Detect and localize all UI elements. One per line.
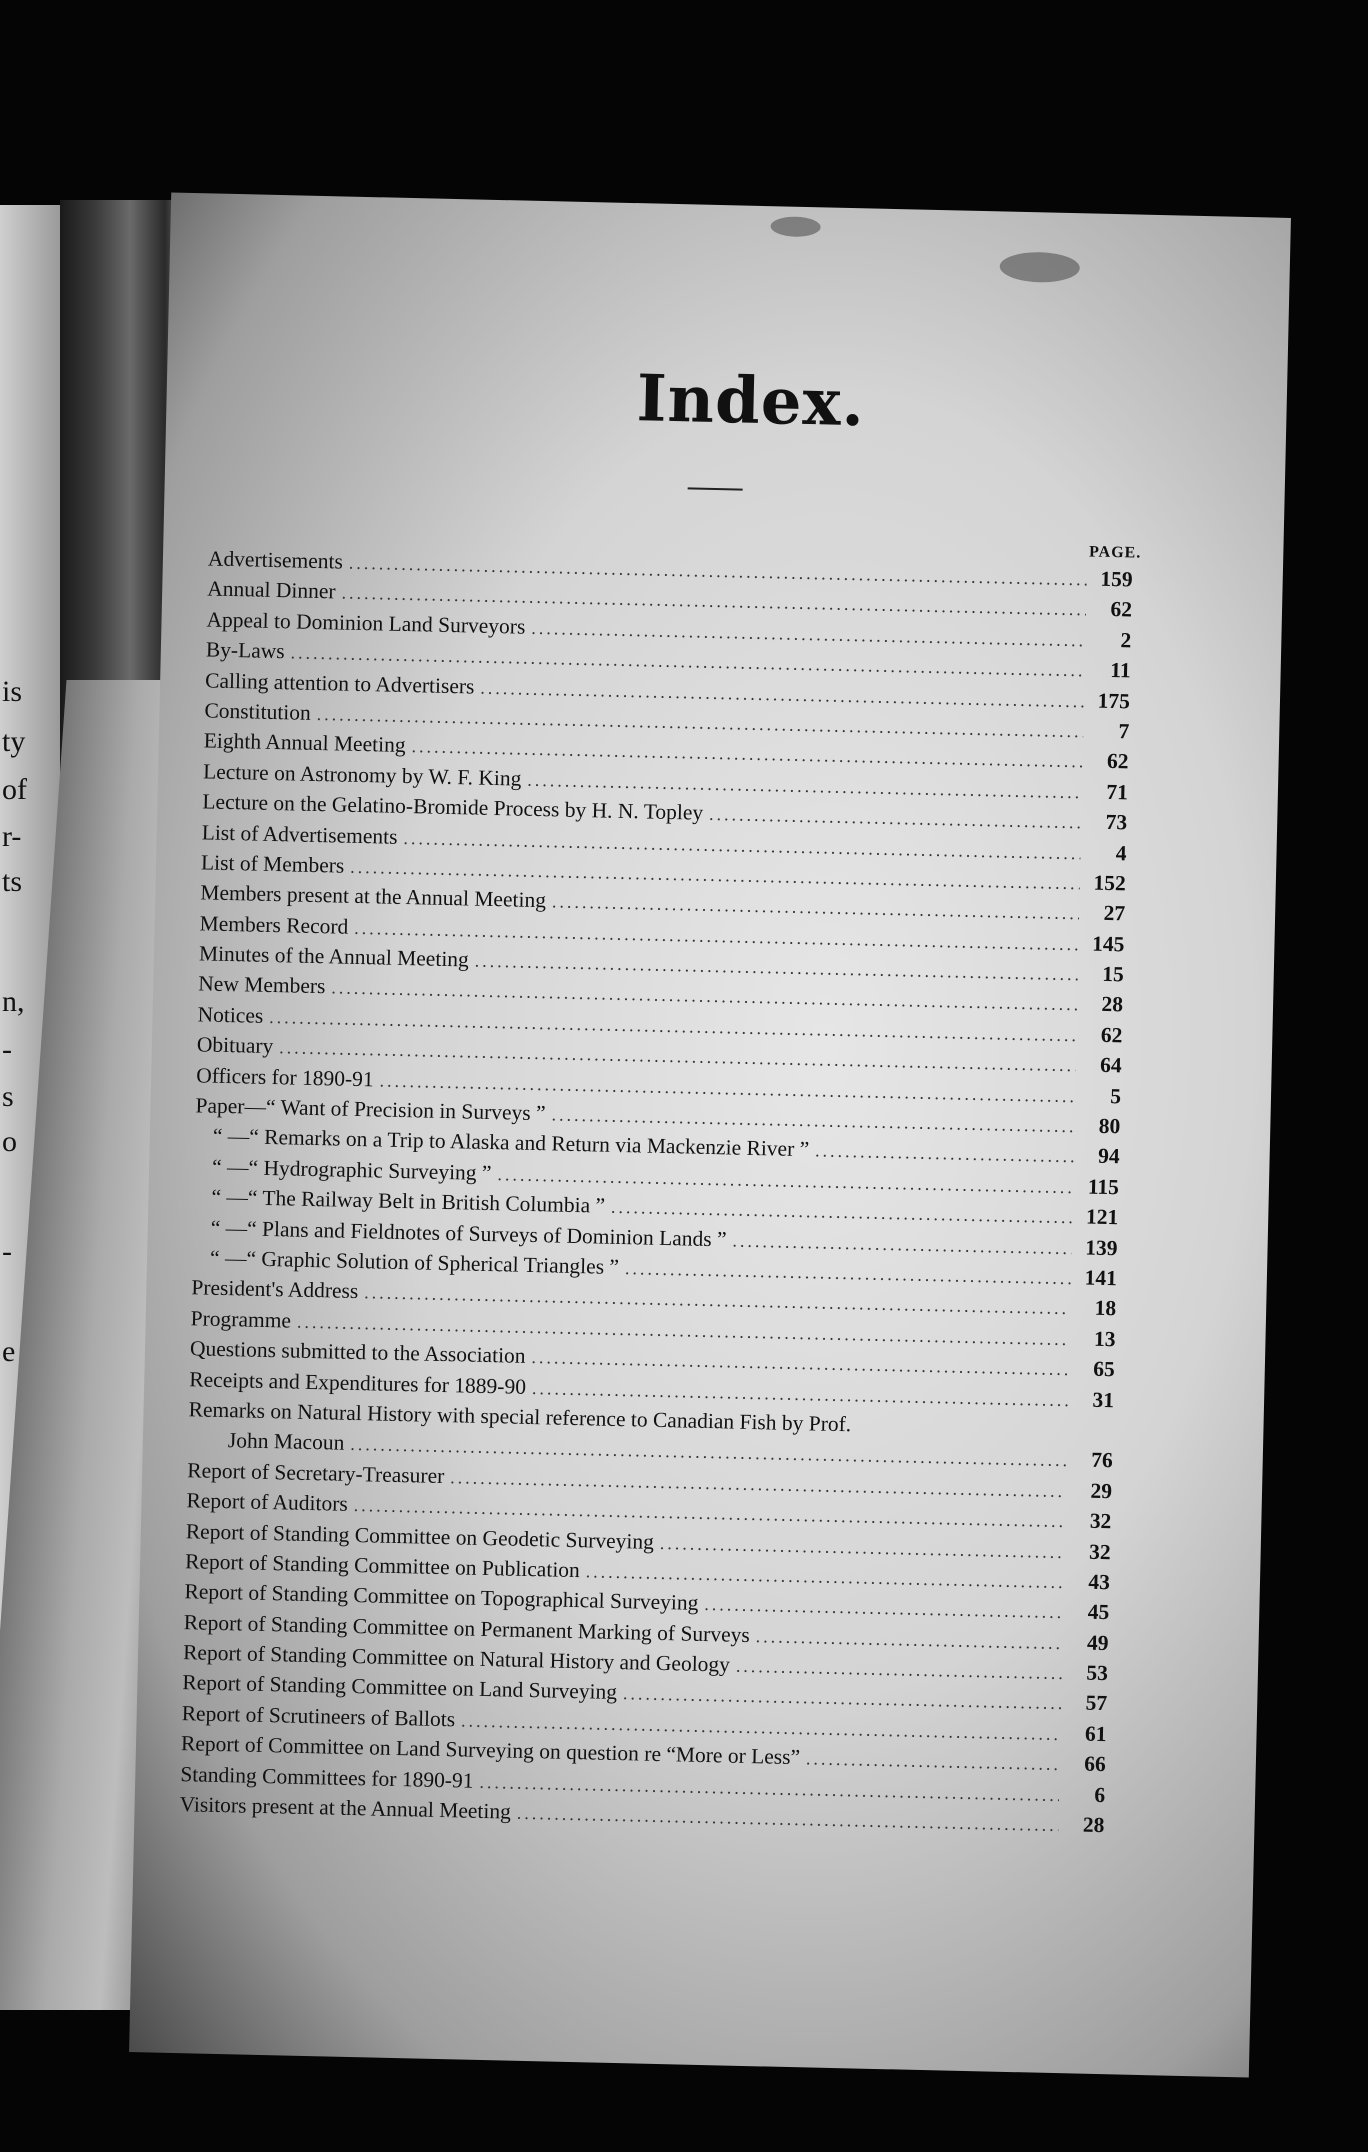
entry-page xyxy=(1073,1436,1113,1437)
facing-page-fragment: o xyxy=(2,1125,17,1158)
page-column-header: PAGE. xyxy=(1088,543,1142,562)
entry-page: 6 xyxy=(1094,1782,1106,1807)
entry-label: Programme xyxy=(190,1306,292,1333)
entry-page: 94 xyxy=(1097,1144,1120,1169)
entry-label: Notices xyxy=(197,1002,264,1028)
entry-page: 5 xyxy=(1109,1083,1122,1108)
dot-leader xyxy=(736,1656,1062,1684)
entry-page: 28 xyxy=(1082,1812,1105,1838)
entry-label: Annual Dinner xyxy=(206,576,336,604)
dot-leader xyxy=(704,1594,1063,1623)
facing-page-fragment: e xyxy=(2,1335,16,1368)
entry-label: “ —“ The Railway Belt in British Columbia ” xyxy=(211,1184,606,1218)
entry-page: 141 xyxy=(1084,1265,1118,1291)
entry-label: Advertisements xyxy=(207,546,344,574)
entry-label: Report of Standing Committee on Natural History and Geology xyxy=(182,1640,731,1677)
entry-label: Obituary xyxy=(196,1032,274,1059)
entry-label: John Macoun xyxy=(227,1428,345,1456)
entry-page: 18 xyxy=(1094,1296,1117,1321)
entry-page: 115 xyxy=(1087,1174,1120,1200)
entry-label: Minutes of the Annual Meeting xyxy=(198,941,470,972)
entry-label: “ —“ Graphic Solution of Spherical Triangles ” xyxy=(209,1245,620,1279)
entry-page: 76 xyxy=(1090,1448,1113,1473)
entry-page: 73 xyxy=(1105,810,1128,835)
entry-label: Eighth Annual Meeting xyxy=(203,728,406,758)
entry-label: Lecture on the Gelatino-Bromide Process by H. N. Topley xyxy=(202,789,704,825)
dot-leader xyxy=(625,1258,1071,1289)
entry-page: 145 xyxy=(1091,931,1125,957)
entry-label: Report of Standing Committee on Land Surveying xyxy=(182,1670,618,1705)
entry-page: 45 xyxy=(1087,1599,1110,1625)
entry-label: Visitors present at the Annual Meeting xyxy=(179,1792,512,1824)
entry-page: 27 xyxy=(1103,901,1126,926)
entry-label: “ —“ Plans and Fieldnotes of Surveys of Dominion Lands ” xyxy=(210,1215,727,1251)
facing-page-fragment: - xyxy=(2,1235,12,1268)
entry-label: Report of Secretary-Treasurer xyxy=(186,1457,445,1488)
title-rule xyxy=(688,487,743,490)
entry-page: 62 xyxy=(1100,1022,1123,1048)
entry-label: Standing Committees for 1890-91 xyxy=(180,1761,474,1793)
dot-leader xyxy=(806,1749,1060,1776)
dot-leader xyxy=(660,1532,1065,1562)
entry-page: 49 xyxy=(1086,1630,1109,1655)
dot-leader xyxy=(755,1626,1062,1654)
entry-label: Report of Standing Committee on Geodetic Surveying xyxy=(185,1518,655,1554)
index-list xyxy=(179,546,1133,1843)
entry-label: Appeal to Dominion Land Surveyors xyxy=(206,607,526,639)
entry-label: List of Advertisements xyxy=(201,819,398,849)
entry-label: New Members xyxy=(198,971,326,999)
entry-label: List of Members xyxy=(200,850,345,878)
facing-page-fragment: r- xyxy=(2,820,22,853)
entry-page: 11 xyxy=(1110,658,1131,683)
entry-label: Paper—“ Want of Precision in Surveys ” xyxy=(195,1093,546,1126)
facing-page-fragment: s xyxy=(2,1080,14,1113)
page-stain xyxy=(770,216,820,237)
entry-label: Questions submitted to the Association xyxy=(189,1336,526,1369)
entry-page: 62 xyxy=(1106,749,1129,774)
entry-page: 152 xyxy=(1093,870,1127,896)
facing-page-fragment: is xyxy=(2,675,23,708)
entry-label: Lecture on Astronomy by W. F. King xyxy=(202,759,522,791)
index-page xyxy=(129,193,1291,2078)
entry-page: 71 xyxy=(1106,779,1129,805)
entry-page: 2 xyxy=(1120,627,1132,653)
entry-page: 62 xyxy=(1110,597,1133,622)
entry-page: 15 xyxy=(1101,961,1125,987)
entry-label: “ —“ Hydrographic Surveying ” xyxy=(211,1154,492,1185)
dot-leader xyxy=(732,1230,1071,1259)
entry-label: Members Record xyxy=(199,911,349,939)
entry-label: Report of Auditors xyxy=(186,1488,349,1516)
entry-page: 43 xyxy=(1088,1569,1111,1595)
entry-page: 121 xyxy=(1085,1204,1119,1230)
facing-page-fragment: - xyxy=(2,1033,12,1066)
entry-page: 57 xyxy=(1085,1691,1108,1716)
entry-page: 139 xyxy=(1085,1235,1118,1260)
entry-page: 65 xyxy=(1093,1356,1116,1382)
entry-label: Report of Scrutineers of Ballots xyxy=(181,1701,456,1732)
entry-page: 32 xyxy=(1089,1508,1112,1534)
dot-leader xyxy=(815,1141,1074,1168)
entry-label: Report of Standing Committee on Publication xyxy=(184,1549,581,1583)
entry-label: Officers for 1890-91 xyxy=(195,1062,374,1091)
facing-page-fragment: ts xyxy=(2,865,23,898)
entry-label: “ —“ Remarks on a Trip to Alaska and Return via Mackenzie River ” xyxy=(212,1124,810,1162)
facing-page-fragment: ty xyxy=(2,725,26,758)
entry-page: 66 xyxy=(1084,1751,1107,1777)
entry-label: Report of Committee on Land Surveying on question re “More or Less” xyxy=(180,1731,801,1770)
entry-label: By-Laws xyxy=(205,637,285,664)
entry-page: 29 xyxy=(1090,1478,1113,1503)
facing-page-fragment: n, xyxy=(2,985,25,1018)
dot-leader xyxy=(623,1684,1062,1715)
dot-leader xyxy=(709,804,1082,833)
entry-page: 53 xyxy=(1086,1660,1109,1686)
entry-page: 61 xyxy=(1084,1721,1107,1746)
entry-label: Calling attention to Advertisers xyxy=(204,667,475,699)
page-stain xyxy=(999,251,1080,283)
entry-page: 80 xyxy=(1098,1113,1121,1139)
entry-page: 64 xyxy=(1099,1053,1122,1078)
entry-label: Report of Standing Committee on Permanent Marking of Surveys xyxy=(183,1609,751,1647)
entry-label: Receipts and Expenditures for 1889-90 xyxy=(189,1366,527,1399)
entry-page: 159 xyxy=(1100,566,1133,592)
page-title: Index. xyxy=(635,361,866,442)
entry-page: 7 xyxy=(1118,719,1130,744)
entry-page: 28 xyxy=(1101,992,1124,1017)
entry-page: 31 xyxy=(1092,1387,1115,1412)
entry-label: Remarks on Natural History with special reference to Canadian Fish by Prof. xyxy=(188,1397,852,1437)
entry-label: President's Address xyxy=(191,1275,359,1304)
entry-page: 13 xyxy=(1093,1326,1116,1352)
entry-label: Report of Standing Committee on Topographical Surveying xyxy=(184,1579,699,1616)
entry-label: Constitution xyxy=(204,698,312,725)
entry-page: 175 xyxy=(1097,688,1131,713)
facing-page-fragment: of xyxy=(2,773,27,806)
entry-page: 32 xyxy=(1088,1539,1111,1564)
entry-page: 4 xyxy=(1115,840,1127,865)
entry-label: Members present at the Annual Meeting xyxy=(200,880,547,913)
